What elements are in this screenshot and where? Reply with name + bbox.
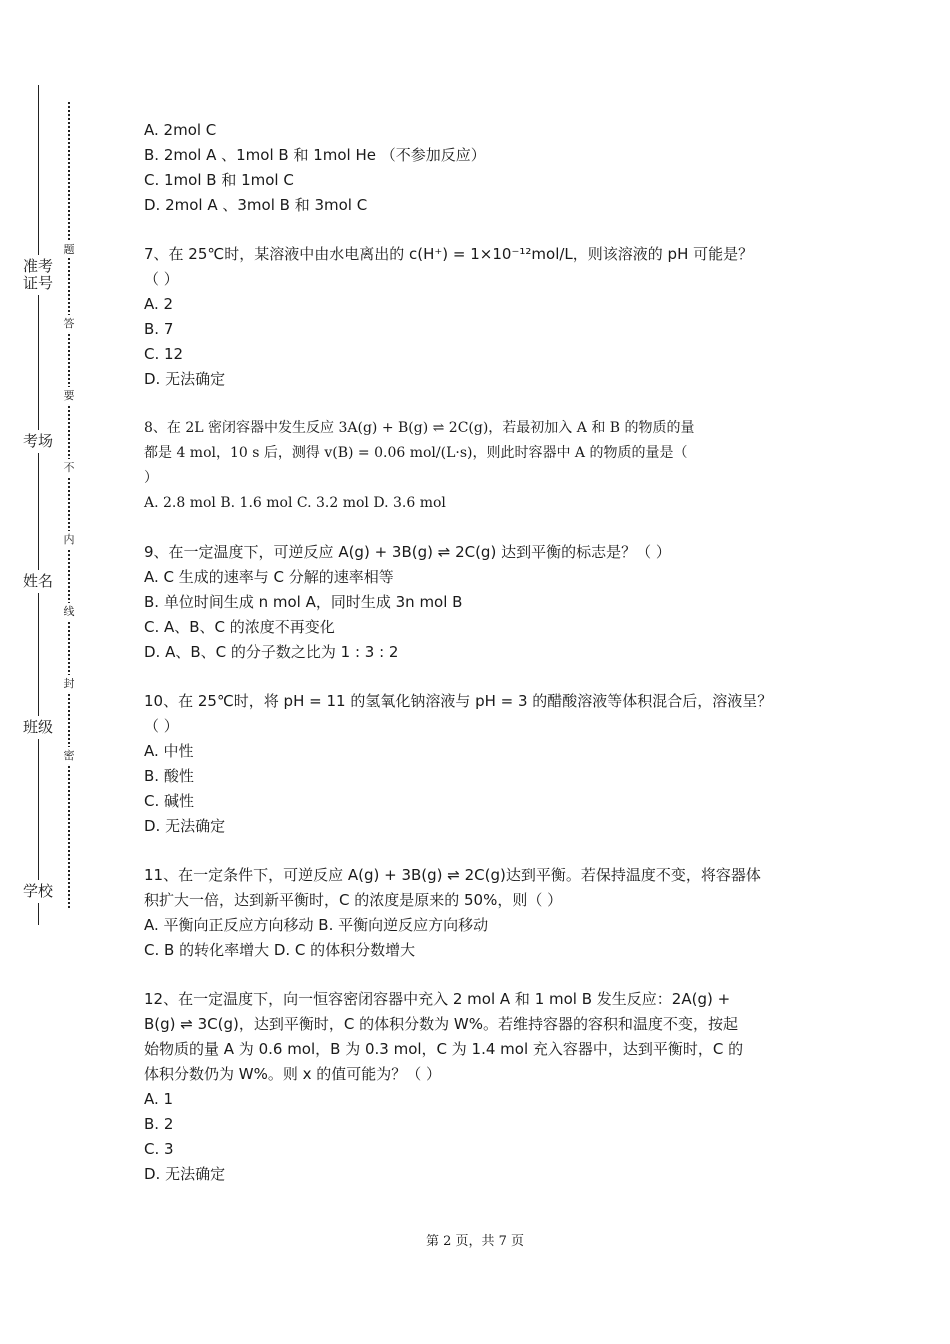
question-stem: 10、在 25℃时，将 pH = 11 的氢氧化钠溶液与 pH = 3 的醋酸溶液等体积混合后，溶液呈？ — [144, 692, 773, 710]
question-stem: 8、在 2L 密闭容器中发生反应 3A(g) + B(g) ⇌ 2C(g)，若最初加入 A 和 B 的物质的量 — [144, 420, 695, 436]
option: A. 中性 — [144, 742, 194, 760]
question-stem: 11、在一定条件下，可逆反应 A(g) + 3B(g) ⇌ 2C(g)达到平衡。若保持温度不变，将容器体 — [144, 866, 761, 884]
option: C. A、B、C 的浓度不再变化 — [144, 618, 335, 636]
option: B. 酸性 — [144, 767, 194, 785]
option: D. A、B、C 的分子数之比为 1 : 3 : 2 — [144, 643, 399, 661]
exam-number-label: 准考证号 — [22, 255, 54, 295]
seal-char: 要 — [61, 387, 77, 404]
seal-char: 线 — [61, 603, 77, 620]
option: A. 2.8 mol B. 1.6 mol C. 3.2 mol D. 3.6 mol — [144, 495, 446, 511]
binding-solid-line — [38, 85, 39, 925]
option: D. 无法确定 — [144, 370, 226, 388]
option: C. 12 — [144, 345, 184, 363]
option: D. 无法确定 — [144, 817, 226, 835]
binding-margin — [0, 0, 90, 1344]
question-stem: ） — [144, 470, 158, 486]
seal-dotted-line — [68, 102, 70, 908]
option: C. 碱性 — [144, 792, 195, 810]
exam-room-label: 考场 — [22, 430, 54, 453]
question-10 — [144, 689, 824, 839]
option: C. 3 — [144, 1140, 174, 1158]
question-stem: 始物质的量 A 为 0.6 mol，B 为 0.3 mol，C 为 1.4 mol 充入容器中，达到平衡时，C 的 — [144, 1040, 744, 1058]
option: C. 1mol B 和 1mol C — [144, 171, 294, 189]
class-label: 班级 — [22, 716, 54, 739]
question-stem: B(g) ⇌ 3C(g)，达到平衡时，C 的体积分数为 W%。若维持容器的容积和温度不变，按起 — [144, 1015, 738, 1033]
option: A. C 生成的速率与 C 分解的速率相等 — [144, 568, 394, 586]
question-content — [144, 118, 824, 1187]
option: A. 2 — [144, 295, 174, 313]
question-stem: 积扩大一倍，达到新平衡时，C 的浓度是原来的 50%，则（ ） — [144, 891, 563, 909]
seal-char: 内 — [61, 531, 77, 548]
option: B. 2 — [144, 1115, 174, 1133]
q6-options — [144, 118, 824, 218]
question-8 — [144, 416, 824, 516]
question-stem: 都是 4 mol，10 s 后，测得 v(B) = 0.06 mol/(L·s)，则此时容器中 A 的物质的量是（ — [144, 445, 688, 461]
question-stem: （ ） — [144, 270, 179, 288]
option: A. 2mol C — [144, 121, 217, 139]
option: C. B 的转化率增大 D. C 的体积分数增大 — [144, 941, 416, 959]
question-7 — [144, 242, 824, 392]
question-9 — [144, 540, 824, 665]
option: D. 2mol A 、3mol B 和 3mol C — [144, 196, 368, 214]
question-stem: （ ） — [144, 717, 179, 735]
option: D. 无法确定 — [144, 1165, 226, 1183]
option: B. 2mol A 、1mol B 和 1mol He （不参加反应） — [144, 146, 486, 164]
question-stem: 体积分数仍为 W%。则 x 的值可能为？（ ） — [144, 1065, 442, 1083]
school-label: 学校 — [22, 880, 54, 903]
question-stem: 7、在 25℃时，某溶液中由水电离出的 c(H⁺) = 1×10⁻¹²mol/L，则该溶液的 pH 可能是？ — [144, 245, 754, 263]
seal-char: 答 — [61, 315, 77, 332]
question-12 — [144, 987, 824, 1187]
seal-char: 密 — [61, 747, 77, 764]
seal-char: 题 — [61, 241, 77, 258]
question-11 — [144, 863, 824, 963]
option: B. 单位时间生成 n mol A，同时生成 3n mol B — [144, 593, 463, 611]
option: A. 1 — [144, 1090, 174, 1108]
name-label: 姓名 — [22, 570, 54, 593]
option: A. 平衡向正反应方向移动 B. 平衡向逆反应方向移动 — [144, 916, 489, 934]
page-footer: 第 2 页，共 7 页 — [425, 1234, 525, 1249]
seal-char: 封 — [61, 675, 77, 692]
question-stem: 9、在一定温度下，可逆反应 A(g) + 3B(g) ⇌ 2C(g) 达到平衡的标志是？（ ） — [144, 543, 671, 561]
question-stem: 12、在一定温度下，向一恒容密闭容器中充入 2 mol A 和 1 mol B 发生反应：2A(g) + — [144, 990, 731, 1008]
option: B. 7 — [144, 320, 174, 338]
seal-char: 不 — [61, 459, 77, 476]
